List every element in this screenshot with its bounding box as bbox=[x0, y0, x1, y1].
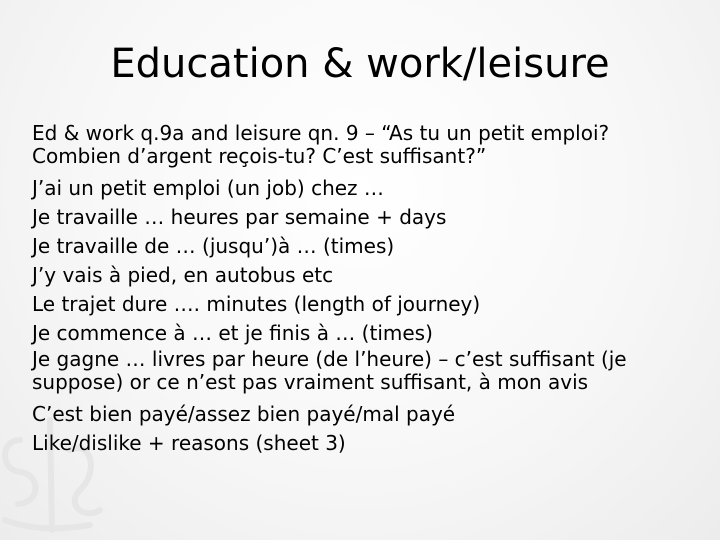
list-item-text: C’est bien payé/assez bien payé/mal payé bbox=[32, 402, 456, 426]
list-item-text: Je travaille … heures par semaine + days bbox=[32, 205, 447, 229]
list-item-text-continuation: suppose) or ce n’est pas vraiment suffisant, à mon avis bbox=[32, 369, 589, 394]
list-item bbox=[32, 319, 692, 348]
list-item-text: Le trajet dure …. minutes (length of journey) bbox=[32, 292, 481, 316]
list-item-text-continuation: Combien d’argent reçois-tu? C’est suffisant?” bbox=[32, 143, 487, 168]
list-item-text: Je gagne … livres par heure (de l’heure) – c’est suffisant (je bbox=[32, 347, 627, 371]
list-item-text: Like/dislike + reasons (sheet 3) bbox=[32, 431, 346, 455]
list-item bbox=[32, 348, 692, 393]
list-item bbox=[32, 122, 692, 167]
list-item-text: Je travaille de … (jusqu’)à … (times) bbox=[32, 234, 395, 258]
list-item bbox=[32, 290, 692, 319]
list-item bbox=[32, 174, 692, 203]
list-item-text: Ed & work q.9a and leisure qn. 9 – “As tu un petit emploi? bbox=[32, 121, 610, 145]
list-item-text: Je commence à … et je finis à … (times) bbox=[32, 321, 433, 345]
list-item bbox=[32, 203, 692, 232]
slide-title: Education & work/leisure bbox=[110, 41, 610, 87]
list-item-text: J’y vais à pied, en autobus etc bbox=[32, 263, 334, 287]
list-item bbox=[32, 429, 692, 458]
list-item-text: J’ai un petit emploi (un job) chez … bbox=[32, 176, 384, 200]
list-item bbox=[32, 232, 692, 261]
bullet-list bbox=[32, 122, 692, 458]
list-item bbox=[32, 261, 692, 290]
list-item bbox=[32, 400, 692, 429]
